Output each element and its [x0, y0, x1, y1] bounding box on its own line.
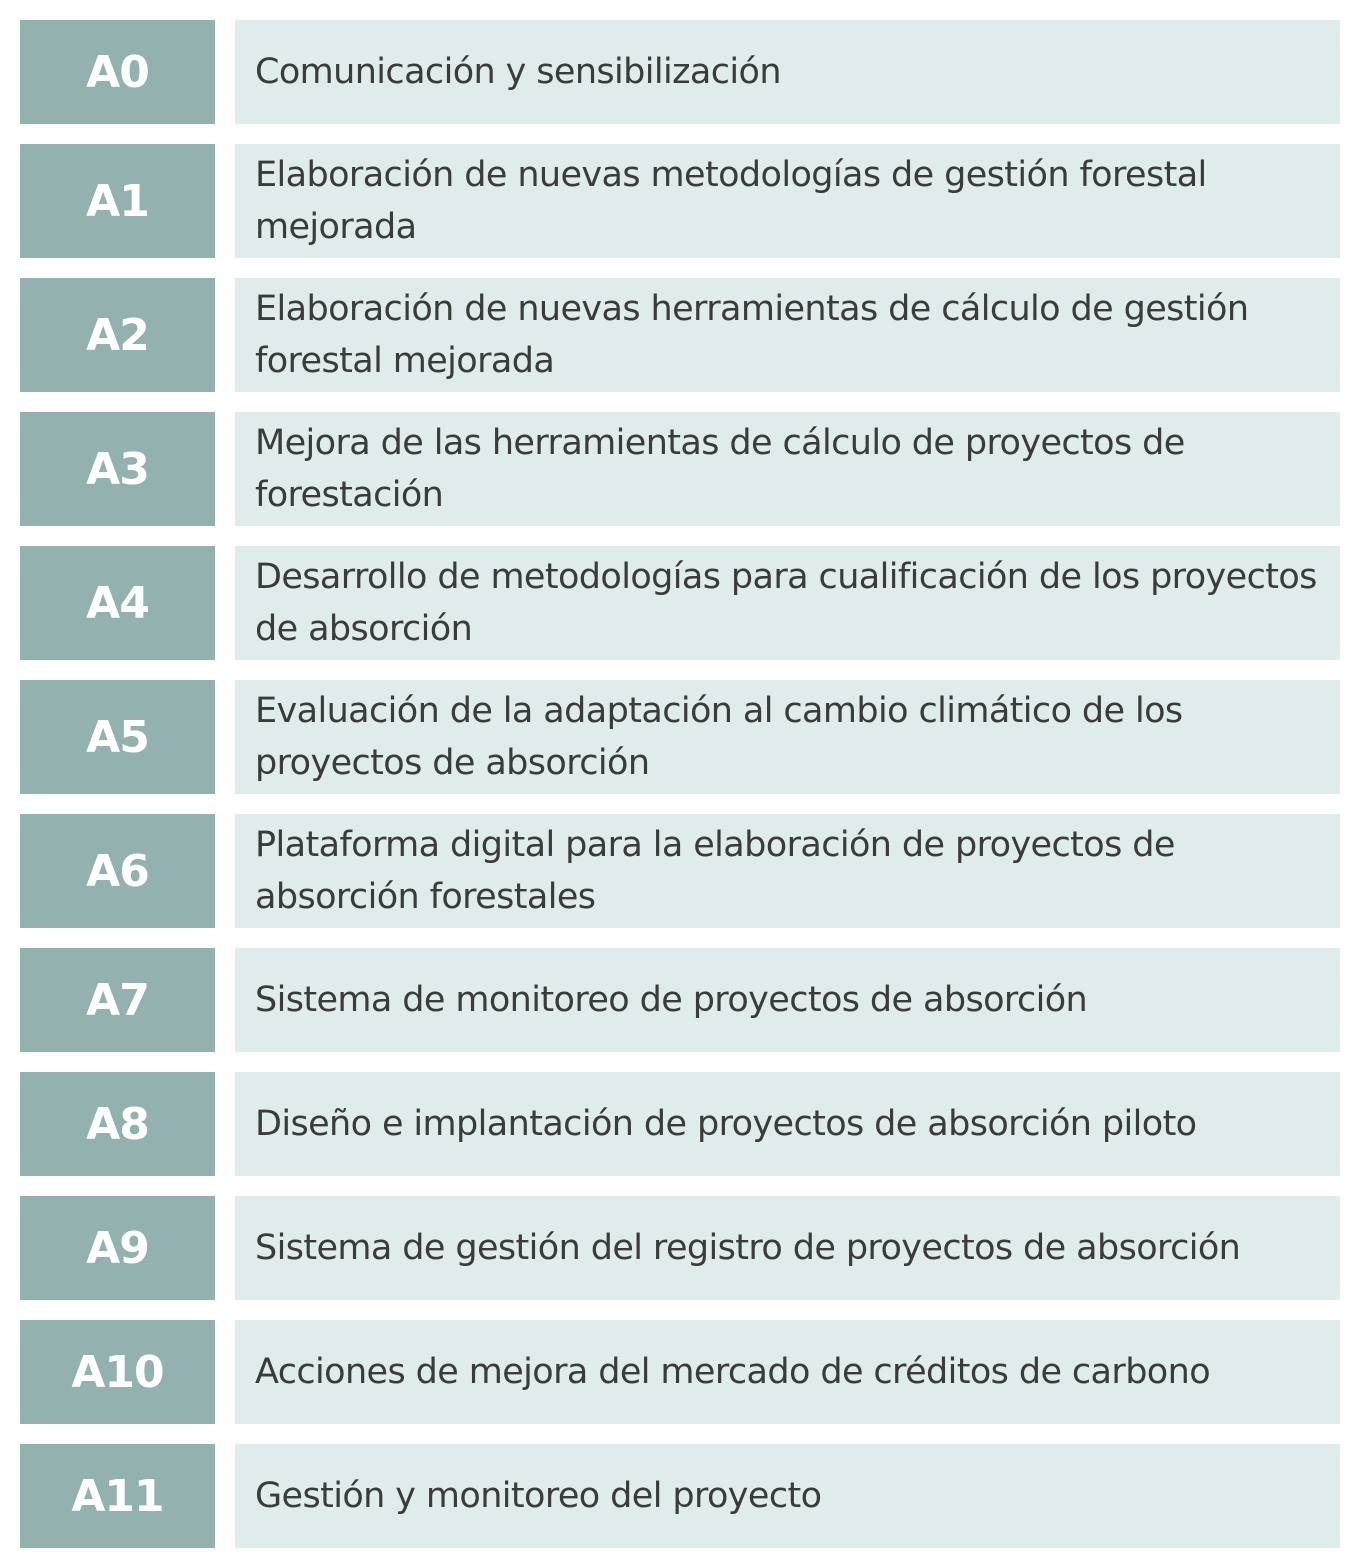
- activity-row-a8: [20, 1072, 1340, 1176]
- activity-code: A2: [20, 278, 215, 392]
- activity-code: A5: [20, 680, 215, 794]
- activity-row-a7: [20, 948, 1340, 1052]
- activity-row-a9: [20, 1196, 1340, 1300]
- activity-title: Diseño e implantación de proyectos de absorción piloto: [235, 1072, 1340, 1176]
- activity-title: Sistema de monitoreo de proyectos de absorción: [235, 948, 1340, 1052]
- activity-title: Gestión y monitoreo del proyecto: [235, 1444, 1340, 1548]
- activity-row-a5: [20, 680, 1340, 794]
- activity-title: Elaboración de nuevas herramientas de cálculo de gestión forestal mejorada: [235, 278, 1340, 392]
- activity-row-a11: [20, 1444, 1340, 1548]
- activity-code: A7: [20, 948, 215, 1052]
- activity-code: A8: [20, 1072, 215, 1176]
- activity-code: A6: [20, 814, 215, 928]
- activity-row-a2: [20, 278, 1340, 392]
- activity-row-a10: [20, 1320, 1340, 1424]
- activity-code: A10: [20, 1320, 215, 1424]
- activity-row-a4: [20, 546, 1340, 660]
- activity-title: Comunicación y sensibilización: [235, 20, 1340, 124]
- activity-title: Plataforma digital para la elaboración de proyectos de absorción forestales: [235, 814, 1340, 928]
- activity-row-a1: [20, 144, 1340, 258]
- activity-row-a6: [20, 814, 1340, 928]
- activity-title: Elaboración de nuevas metodologías de gestión forestal mejorada: [235, 144, 1340, 258]
- activity-code: A1: [20, 144, 215, 258]
- activity-title: Mejora de las herramientas de cálculo de proyectos de forestación: [235, 412, 1340, 526]
- activity-list: [20, 20, 1340, 1548]
- activity-code: A3: [20, 412, 215, 526]
- activity-row-a3: [20, 412, 1340, 526]
- activity-code: A11: [20, 1444, 215, 1548]
- activity-title: Sistema de gestión del registro de proyectos de absorción: [235, 1196, 1340, 1300]
- activity-code: A9: [20, 1196, 215, 1300]
- activity-code: A0: [20, 20, 215, 124]
- activity-title: Desarrollo de metodologías para cualificación de los proyectos de absorción: [235, 546, 1340, 660]
- activity-row-a0: [20, 20, 1340, 124]
- activity-title: Evaluación de la adaptación al cambio climático de los proyectos de absorción: [235, 680, 1340, 794]
- activity-title: Acciones de mejora del mercado de créditos de carbono: [235, 1320, 1340, 1424]
- activity-code: A4: [20, 546, 215, 660]
